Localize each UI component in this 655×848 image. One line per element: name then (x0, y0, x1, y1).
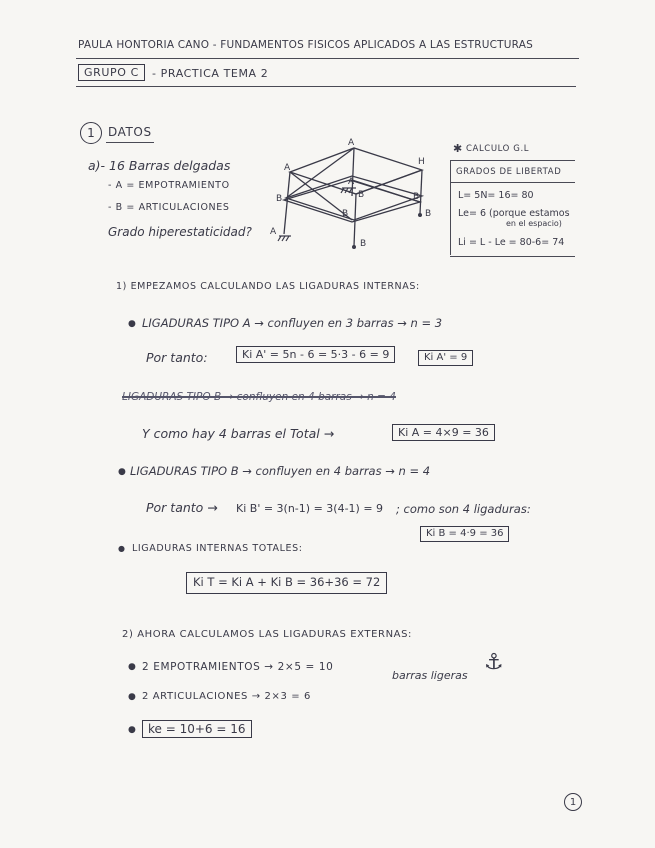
datos-item-a: a)- 16 Barras delgadas (88, 158, 231, 173)
diagram-label-mid-left: B (276, 194, 283, 204)
page-number-text: 1 (569, 796, 577, 808)
calc-gl-top-rule (450, 160, 575, 161)
internas-totales: LIGADURAS INTERNAS TOTALES: (132, 543, 303, 554)
internas-por-tanto: Por tanto: (146, 350, 208, 365)
column-left (284, 172, 290, 234)
datos-heading: DATOS (108, 125, 152, 139)
externas-intro: 2) AHORA CALCULAMOS LAS LIGADURAS EXTERNAS: (122, 629, 413, 640)
section-number-text: 1 (87, 126, 95, 140)
internas-intro: 1) EMPEZAMOS CALCULANDO LAS LIGADURAS INTERNAS: (116, 281, 420, 292)
diagram-label-bottom-center: B (360, 239, 367, 249)
internas-total-a: Ki A = 4×9 = 36 (392, 424, 495, 441)
diagram-label-center-mid: B (342, 209, 349, 219)
calc-gl-line-Le: Le= 6 (porque estamos (458, 208, 570, 219)
calc-gl-star-icon: ✱ (453, 142, 463, 155)
internas-como-hay: Y como hay 4 barras el Total → (142, 426, 335, 441)
datos-item-a-B: - B = ARTICULACIONES (108, 202, 230, 213)
page-title: PAULA HONTORIA CANO - FUNDAMENTOS FISICOS APLICADOS A LAS ESTRUCTURAS (78, 39, 533, 51)
internas-crossed-line: LIGADURAS TIPO B → confluyen en 4 barras → n = 4 (122, 391, 396, 403)
calc-gl-line-Li: Li = L - Le = 80-6= 74 (458, 237, 565, 248)
empotramientos-bullet: ● (128, 662, 136, 672)
diagram-label-mid-right: B (413, 192, 420, 202)
tipo-a-bullet: ● (128, 319, 136, 329)
internas-como-son: ; como son 4 ligaduras: (396, 502, 531, 516)
pin-support-front (352, 245, 356, 249)
externas-barras-ligeras: barras ligeras (392, 669, 468, 682)
externas-empotramientos: 2 EMPOTRAMIENTOS → 2×5 = 10 (142, 661, 334, 673)
diagram-label-bottom-left: A (270, 227, 277, 237)
anchor-icon: ⚓ (484, 650, 504, 675)
externas-articulaciones: 2 ARTICULACIONES → 2×3 = 6 (142, 691, 311, 702)
column-back (352, 148, 354, 196)
column-right (420, 170, 422, 214)
diagram-label-top-left: A (284, 163, 291, 173)
calc-gl-line-L: L= 5N= 16= 80 (458, 190, 534, 201)
diagram-label-top-mid: A (348, 138, 355, 148)
articulaciones-bullet: ● (128, 692, 136, 702)
calc-gl-line-Le-2: en el espacio) (506, 219, 562, 228)
diagram-label-top-right: H (418, 157, 425, 167)
calc-gl-vertical-rule (450, 160, 451, 255)
page-number (564, 793, 582, 811)
internas-formula-a: Ki A' = 5n - 6 = 5·3 - 6 = 9 (236, 346, 395, 363)
ke-bullet: ● (128, 725, 136, 735)
tipo-b-bullet: ● (118, 467, 126, 477)
practice-label: - PRACTICA TEMA 2 (152, 67, 269, 80)
calc-gl-mid-rule (450, 182, 575, 183)
internas-por-tanto-b: Por tanto → (146, 500, 218, 515)
diagram-label-center-lower: B (358, 190, 365, 200)
internas-total-b: Ki B = 4·9 = 36 (420, 526, 509, 542)
internas-total-formula: Ki T = Ki A + Ki B = 36+36 = 72 (186, 572, 387, 594)
diagram-label-center-upper: A (348, 177, 355, 187)
totales-bullet: ● (118, 544, 125, 553)
calc-gl-bottom-rule (450, 256, 575, 257)
datos-item-a-A: - A = EMPOTRAMIENTO (108, 180, 230, 191)
internas-tipo-b: LIGADURAS TIPO B → confluyen en 4 barras → n = 4 (130, 464, 431, 478)
diagram-label-bottom-right: B (425, 209, 432, 219)
calc-gl-heading: CALCULO G.L (466, 144, 530, 154)
calc-gl-subheading: GRADOS DE LIBERTAD (456, 167, 562, 177)
datos-question: Grado hiperestaticidad? (108, 225, 252, 239)
diagonal-3 (356, 170, 422, 194)
group-label: GRUPO C (78, 64, 145, 81)
internas-tipo-a: LIGADURAS TIPO A → confluyen en 3 barras → n = 3 (142, 316, 443, 330)
pin-support-right (418, 213, 422, 217)
internas-formula-b: Ki B' = 3(n-1) = 3(4-1) = 9 (236, 502, 384, 515)
externas-ke: ke = 10+6 = 16 (142, 720, 252, 738)
internas-result-a: Ki A' = 9 (418, 350, 473, 366)
